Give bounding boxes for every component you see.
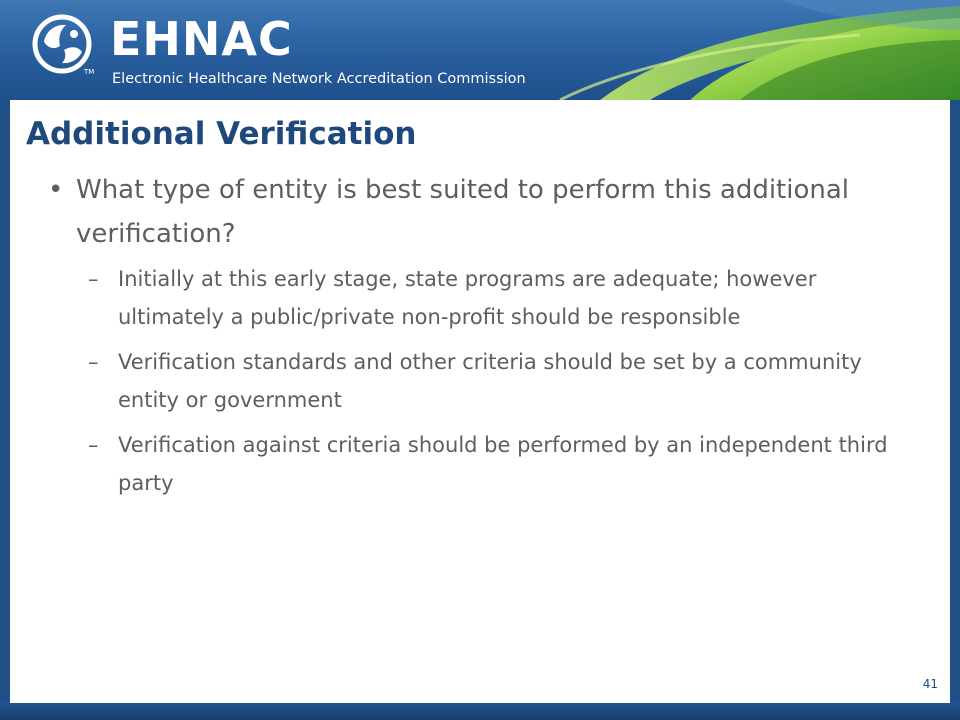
slide-title: Additional Verification — [26, 116, 417, 152]
trademark-mark: TM — [84, 68, 95, 76]
sub-bullet-text: Verification against criteria should be performed by an independent third party — [118, 433, 888, 495]
sub-bullet-marker: – — [88, 350, 99, 374]
page-number: 41 — [922, 677, 938, 691]
sub-bullet-text: Verification standards and other criteria should be set by a community entity or government — [118, 350, 862, 412]
sub-bullet-item — [88, 343, 928, 419]
slide-header — [0, 0, 960, 100]
brand-name: EHNAC — [110, 12, 293, 66]
sub-bullet-item — [88, 426, 928, 502]
brand-tagline: Electronic Healthcare Network Accreditation Commission — [112, 71, 526, 87]
sub-bullet-list — [88, 260, 928, 502]
footer-bar — [0, 703, 960, 720]
bullet-marker: • — [48, 175, 64, 205]
sub-bullet-text: Initially at this early stage, state programs are adequate; however ultimately a public/private non-profit should be responsible — [118, 267, 817, 329]
sub-bullet-marker: – — [88, 267, 99, 291]
sub-bullet-item — [88, 260, 928, 336]
slide-content — [10, 100, 950, 703]
bullet-item — [48, 168, 928, 256]
sub-bullet-marker: – — [88, 433, 99, 457]
ehnac-globe-logo-icon — [30, 12, 94, 76]
bullet-text: What type of entity is best suited to perform this additional verification? — [76, 175, 850, 249]
